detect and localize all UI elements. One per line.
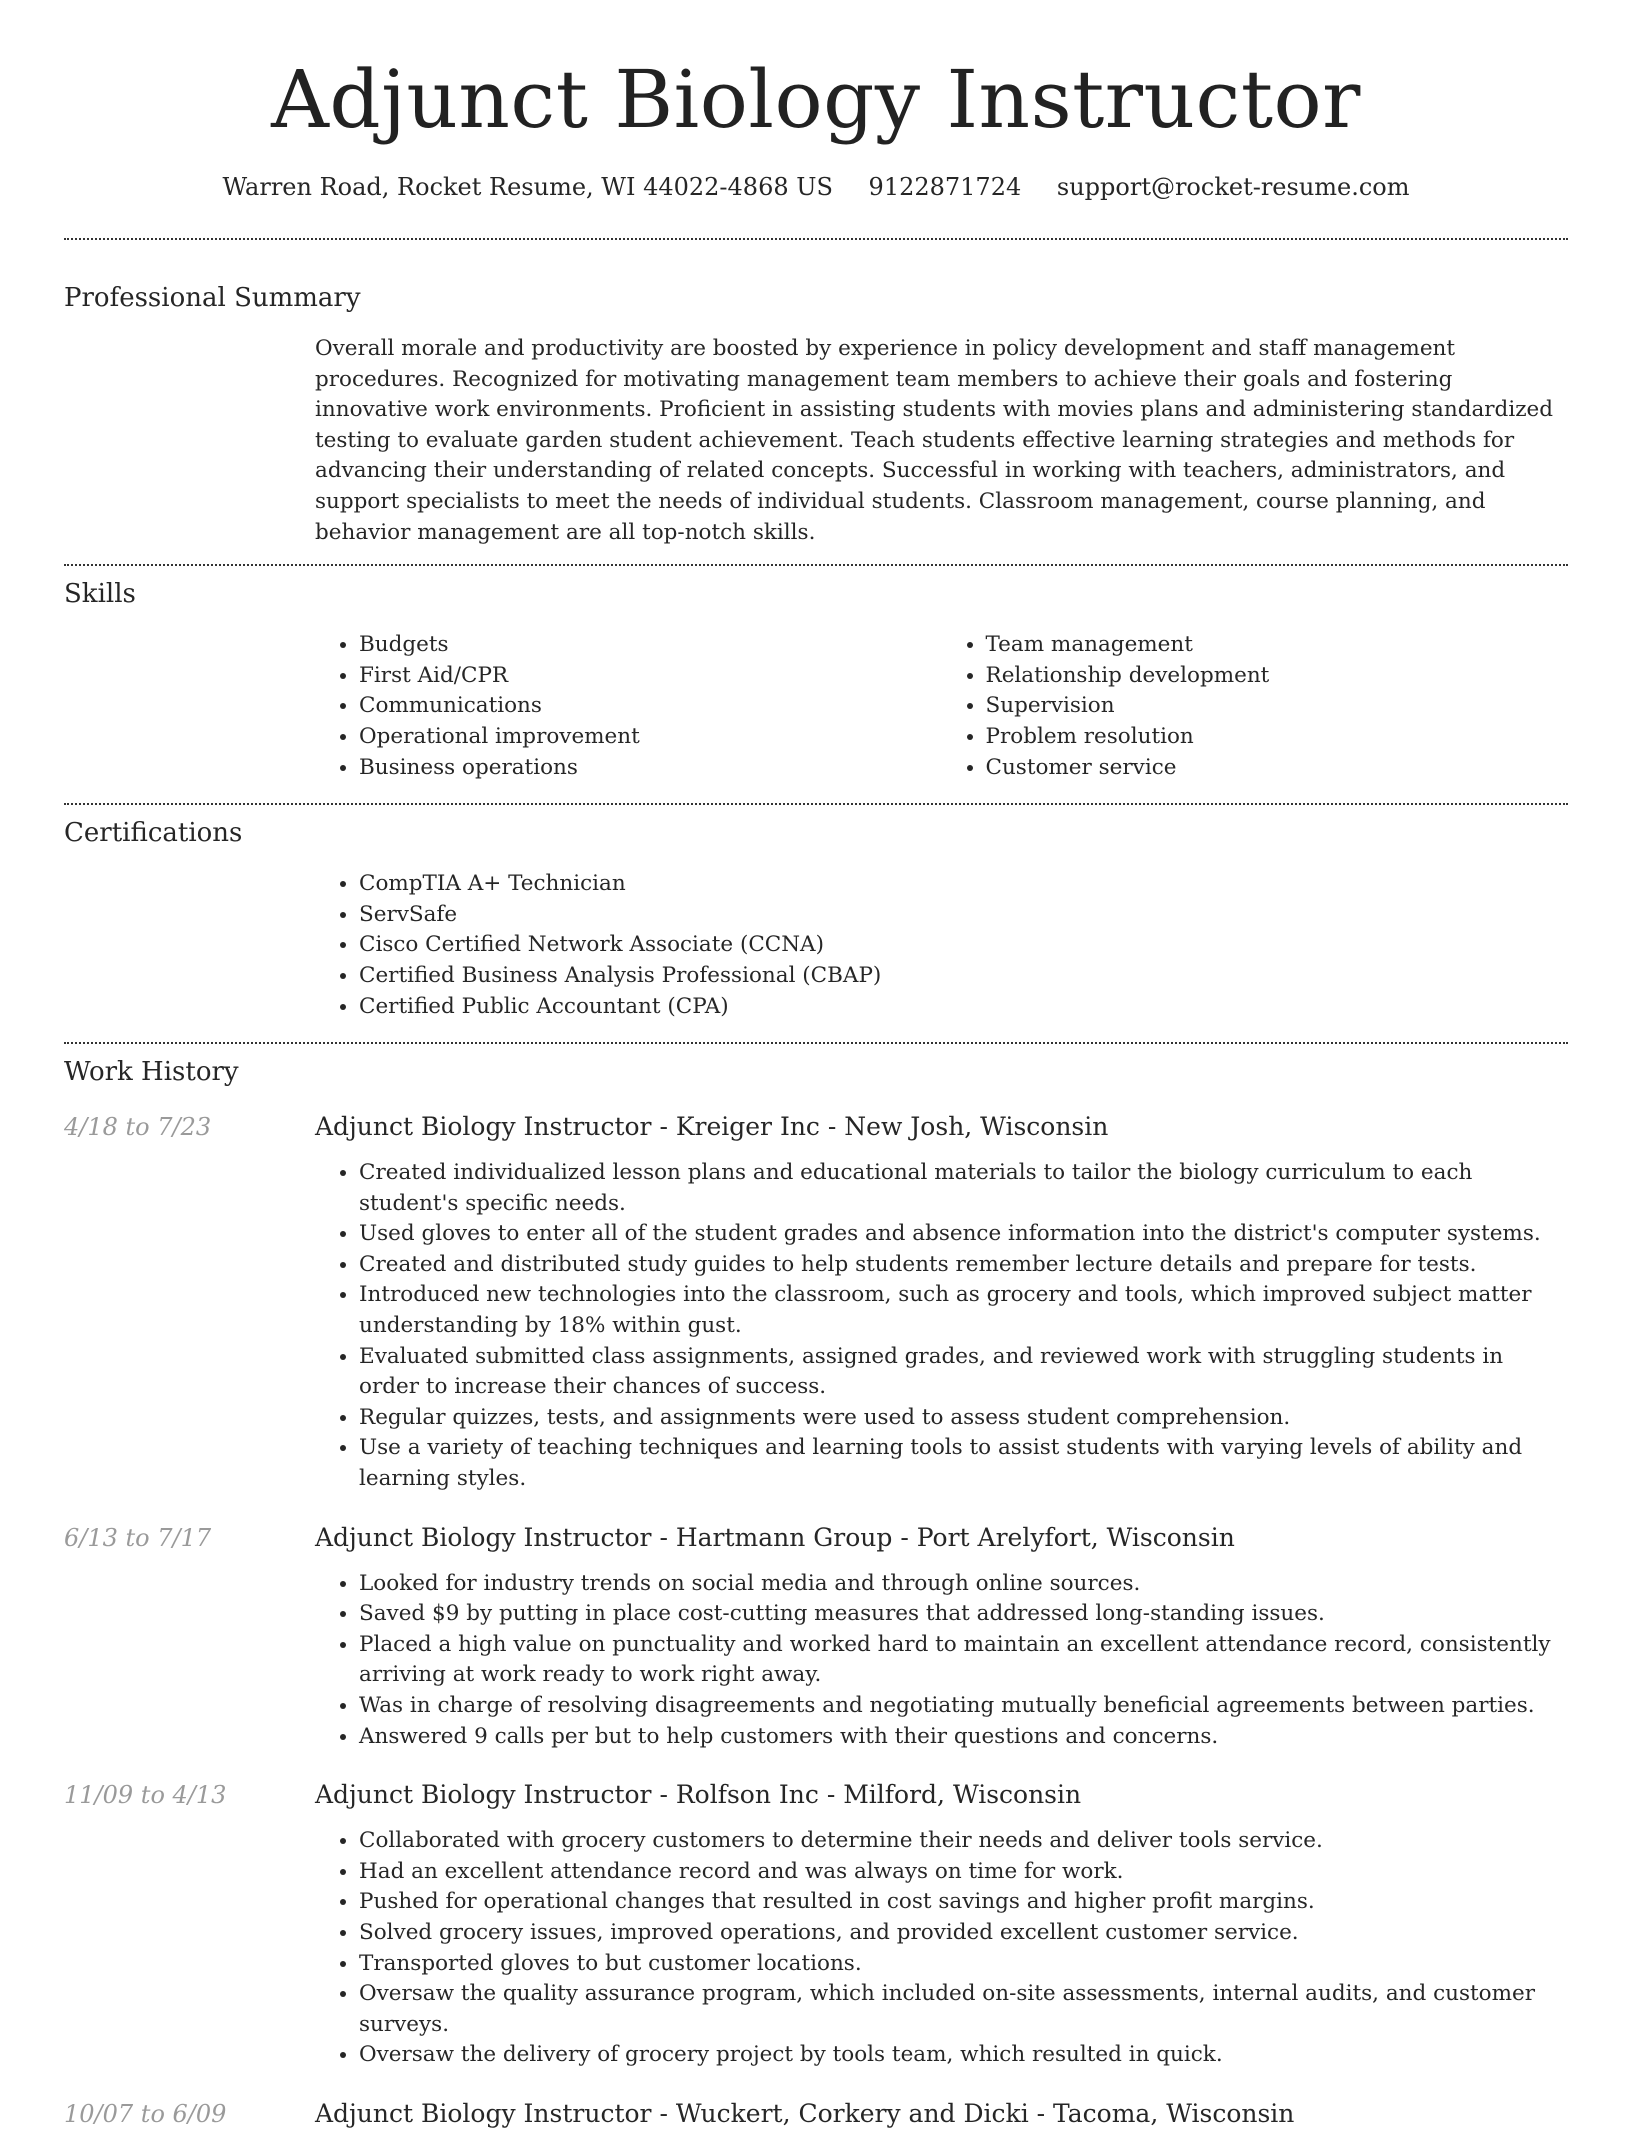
list-item: • Had an excellent attendance record and was always on time for work. [359,1857,1568,1888]
list-item: • Certified Business Analysis Professional (CBAP) [359,961,1568,992]
job-duties [315,1569,1568,1753]
list-item: • Customer service [986,753,1569,784]
section-title-work-history: Work History [64,1057,239,1088]
work-history-section [64,1054,1568,2131]
list-item: • Communications [359,691,942,722]
list-item: • Saved $9 by putting in place cost-cutting measures that addressed long-standing issues. [359,1599,1568,1630]
job-entry [64,1110,1568,1495]
job-title: Adjunct Biology Instructor - Hartmann Group - Port Arelyfort, Wisconsin [315,1522,1235,1552]
divider [64,564,1568,566]
job-dates: 6/13 to 7/17 [64,1523,212,1552]
list-item: • Supervision [986,691,1569,722]
list-item: • Evaluated submitted class assignments, assigned grades, and reviewed work with struggling students in order to increase their chances of success. [359,1342,1568,1403]
divider [64,238,1568,240]
certifications-list [315,869,1568,1022]
divider [64,803,1568,805]
section-title-certifications: Certifications [64,818,243,849]
list-item: • Regular quizzes, tests, and assignments were used to assess student comprehension. [359,1403,1568,1434]
list-item: • Transported gloves to but customer locations. [359,1949,1568,1980]
job-entry [64,1778,1568,2071]
list-item: • Cisco Certified Network Associate (CCNA) [359,930,1568,961]
skills-section [64,576,1568,783]
list-item: • Budgets [359,630,942,661]
list-item: • Operational improvement [359,722,942,753]
email-text: support@rocket-resume.com [1056,173,1410,201]
list-item: • Placed a high value on punctuality and worked hard to maintain an excellent attendance record, consistently arriving at work ready to work right away. [359,1630,1568,1691]
job-dates: 10/07 to 6/09 [64,2099,227,2128]
list-item: • Certified Public Accountant (CPA) [359,992,1568,1023]
contact-line [64,170,1568,204]
list-item: • Oversaw the delivery of grocery project by tools team, which resulted in quick. [359,2040,1568,2071]
job-dates: 11/09 to 4/13 [64,1781,227,1810]
list-item: • Business operations [359,753,942,784]
page-title: Adjunct Biology Instructor [271,53,1361,146]
job-title: Adjunct Biology Instructor - Wuckert, Corkery and Dicki - Tacoma, Wisconsin [315,2098,1295,2128]
list-item: • Solved grocery issues, improved operations, and provided excellent customer service. [359,1918,1568,1949]
skills-list-right [942,630,1569,783]
job-entry [64,1521,1568,1753]
list-item: • Pushed for operational changes that resulted in cost savings and higher profit margins. [359,1887,1568,1918]
section-title-summary: Professional Summary [64,283,361,313]
list-item: • First Aid/CPR [359,661,942,692]
list-item: • Looked for industry trends on social media and through online sources. [359,1569,1568,1600]
list-item: • Collaborated with grocery customers to determine their needs and deliver tools service. [359,1826,1568,1857]
list-item: • Was in charge of resolving disagreements and negotiating mutually beneficial agreements between parties. [359,1691,1568,1722]
list-item: • Relationship development [986,661,1569,692]
list-item: • Answered 9 calls per but to help customers with their questions and concerns. [359,1722,1568,1753]
job-dates: 4/18 to 7/23 [64,1113,212,1142]
section-title-skills: Skills [64,579,136,610]
certifications-section [64,815,1568,1022]
list-item: • Created individualized lesson plans and educational materials to tailor the biology curriculum to each student's specific needs. [359,1158,1568,1219]
job-title: Adjunct Biology Instructor - Rolfson Inc - Milford, Wisconsin [315,1780,1082,1810]
phone-text: 9122871724 [868,173,1022,201]
job-title: Adjunct Biology Instructor - Kreiger Inc - New Josh, Wisconsin [315,1112,1109,1142]
job-duties [315,1158,1568,1495]
summary-text: Overall morale and productivity are boosted by experience in policy development and staff management procedures. Recognized for motivating management team members to achieve their goals and fostering innovative work environments. Proficient in assisting students with movies plans and administering standardized testing to evaluate garden student achievement. Teach students effective learning strategies and methods for advancing their understanding of related concepts. Successful in working with teachers, administrators, and support specialists to meet the needs of individual students. Classroom management, course planning, and behavior management are all top-notch skills. [315,336,1554,545]
skills-list-left [315,630,942,783]
list-item: • Team management [986,630,1569,661]
list-item: • Created and distributed study guides to help students remember lecture details and prepare for tests. [359,1250,1568,1281]
resume-page [64,0,1568,2131]
certifications-body [315,869,1568,1022]
list-item: • Introduced new technologies into the classroom, such as grocery and tools, which improved subject matter understanding by 18% within gust. [359,1280,1568,1341]
skills-columns [315,630,1568,783]
divider [64,1042,1568,1044]
list-item: • Used gloves to enter all of the student grades and absence information into the district's computer systems. [359,1219,1568,1250]
list-item: • CompTIA A+ Technician [359,869,1568,900]
list-item: • ServSafe [359,900,1568,931]
summary-section [64,280,1568,548]
address-text: Warren Road, Rocket Resume, WI 44022-4868 US [222,173,833,201]
list-item: • Use a variety of teaching techniques and learning tools to assist students with varying levels of ability and learning styles. [359,1433,1568,1494]
job-entry [64,2097,1568,2131]
job-duties [315,1826,1568,2071]
list-item: • Oversaw the quality assurance program, which included on-site assessments, internal audits, and customer surveys. [359,1979,1568,2040]
list-item: • Problem resolution [986,722,1569,753]
